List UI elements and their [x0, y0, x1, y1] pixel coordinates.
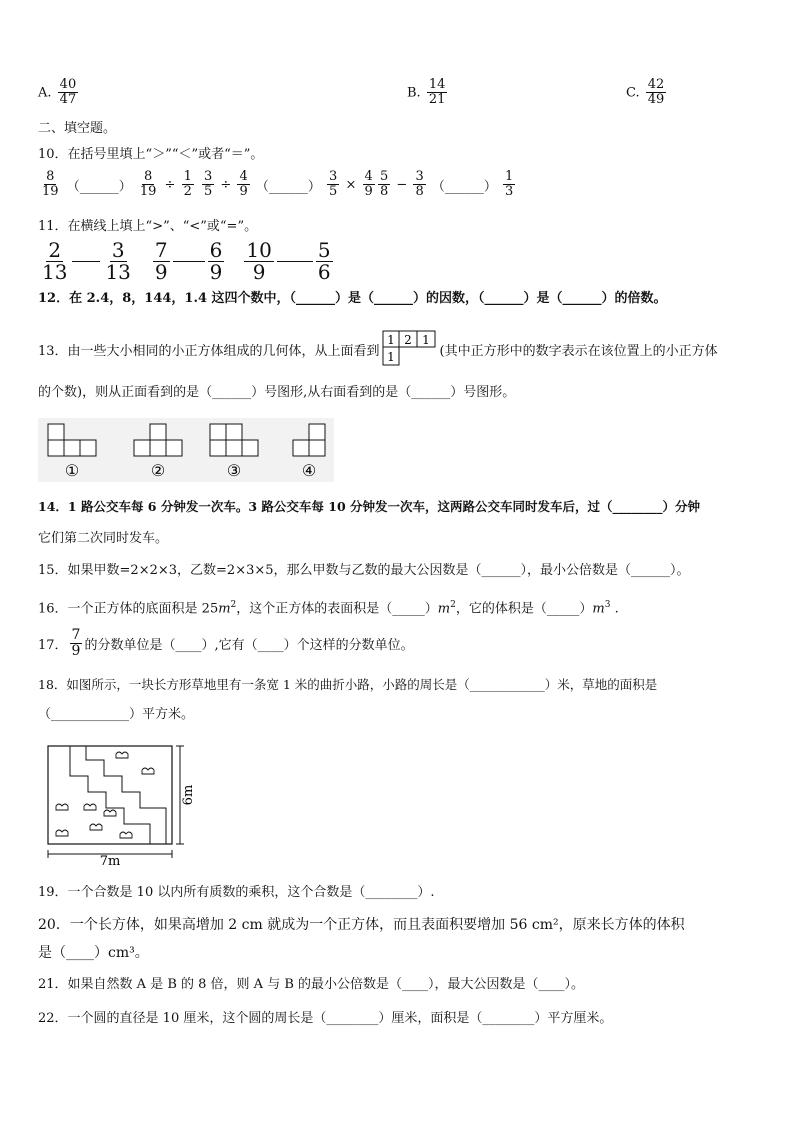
option-c: [626, 78, 668, 108]
question-15: 15．如果甲数=2×2×3，乙数=2×3×5，那么甲数与乙数的最大公因数是（______），最小公倍数是（______）。: [38, 563, 690, 578]
figure-label: ④: [301, 461, 317, 480]
question-20-line-1: 20．一个长方体，如果高增加 2 cm 就成为一个正方体，而且表面积要增加 56 cm²，原来长方体的体积: [38, 917, 685, 933]
question-10-item-1: $\frac{8}{19}$ （______） $\frac{8}{19}$ ÷ $\frac{1}{2}$: [42, 169, 192, 200]
section-title: 二、填空题。: [38, 121, 117, 136]
question-10-text: 10．在括号里填上“＞”“＜”或者“＝”。: [38, 147, 264, 162]
answer-blank[interactable]: （______）: [255, 179, 321, 195]
option-label: A.: [38, 85, 52, 101]
option-b: [407, 78, 449, 108]
grid-cell-value: 2: [403, 333, 412, 347]
question-13-line-2: 的个数)，则从正面看到的是（______）号图形,从右面看到的是（______）号图形。: [38, 385, 516, 400]
option-label: B.: [407, 85, 421, 101]
question-19: 19．一个合数是 10 以内所有质数的乘积，这个合数是（________）.: [38, 885, 435, 900]
figure-1: [48, 424, 96, 456]
question-17: 17． $\frac{7}{9}$ 的分数单位是（____）,它有（____）个这样的分数单位。: [38, 627, 414, 660]
question-18-line-2: （____________）平方米。: [38, 707, 195, 722]
question-20-line-2: 是（____）cm³。: [38, 945, 149, 961]
fraction: $\frac{40}{47}$: [59, 77, 77, 108]
question-16: 16．一个正方体的底面积是 $25m^2$，这个正方体的表面积是$(\_\_\_\_\_)m^2$，它的体积是$(\_\_\_\_\_)m^3$ .: [38, 600, 619, 617]
question-10-item-3: $\frac{5}{8}$ − $\frac{3}{8}$ （______） $\frac{1}{3}$: [380, 169, 514, 200]
figure-4: [293, 424, 325, 456]
question-13-figures: [38, 418, 334, 482]
grid-cell-value: 1: [386, 333, 395, 347]
height-label: 6m: [181, 784, 196, 806]
fraction: $\frac{42}{49}$: [647, 77, 665, 108]
answer-blank[interactable]: （______）: [431, 179, 497, 195]
answer-line[interactable]: [72, 261, 100, 262]
figure-label: ③: [226, 461, 242, 480]
question-14-line-2: 它们第二次同时发车。: [38, 531, 169, 546]
answer-line[interactable]: [277, 261, 313, 262]
answer-blank[interactable]: （______）: [66, 179, 132, 195]
grid-cell-value: 1: [386, 350, 395, 364]
figure-label: ②: [150, 461, 166, 480]
width-label: 7m: [99, 854, 121, 866]
question-18-figure: [42, 736, 202, 866]
question-12: 12．在 2.4，8，144，1.4 这四个数中，（______）是（______）的因数，（______）是（______）的倍数。: [38, 291, 667, 306]
question-18-line-1: 18．如图所示，一块长方形草地里有一条宽 1 米的曲折小路，小路的周长是（____________）米，草地的面积是: [38, 677, 658, 692]
figure-2: [134, 424, 182, 456]
option-a: [38, 78, 80, 108]
figure-label: ①: [64, 461, 80, 480]
answer-line[interactable]: [173, 261, 205, 262]
question-22: 22．一个圆的直径是 10 厘米，这个圆的周长是（________）厘米，面积是（________）平方厘米。: [38, 1011, 613, 1026]
figure-3: [210, 424, 258, 456]
fraction: $\frac{14}{21}$: [428, 77, 446, 108]
grid-cell-value: 1: [421, 333, 430, 347]
question-11-pairs: $\frac{2}{13}$ $\frac{3}{13}$ $\frac{7}{9}$ $\frac{6}{9}$ $\frac{10}{9}$ $\frac{5}{6}$: [42, 238, 331, 284]
question-14-line-1: 14．1 路公交车每 6 分钟发一次车。3 路公交车每 10 分钟发一次车，这两路公交车同时发车后，过（________）分钟: [38, 499, 700, 514]
question-13-line-1: 13．由一些大小相同的小正方体组成的几何体，从上面看到 1 2 1 1 (其中正方形中的数字表示在该位置上的小正方体: [38, 330, 718, 368]
question-10-item-2: $\frac{3}{5}$ ÷ $\frac{4}{9}$ （______） $\frac{3}{5}$ × $\frac{4}{9}$: [204, 169, 373, 200]
question-11-text: 11．在横线上填上“>”、“<”或“=”。: [38, 219, 258, 234]
question-21: 21．如果自然数 A 是 B 的 8 倍，则 A 与 B 的最小公倍数是（____），最大公因数是（____）。: [38, 977, 585, 992]
top-view-grid: [382, 330, 438, 368]
option-label: C.: [626, 85, 640, 101]
